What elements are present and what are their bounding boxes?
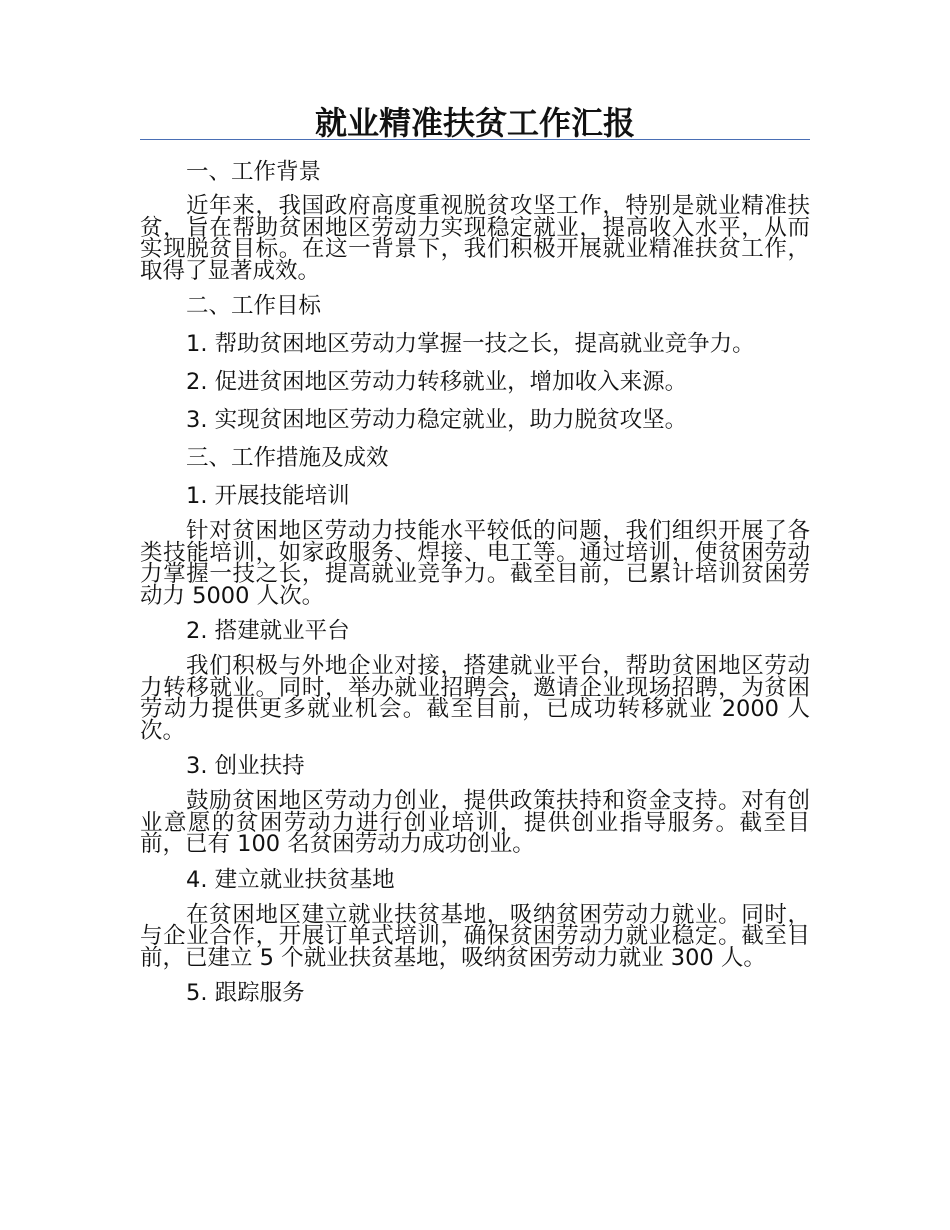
document-title: 就业精准扶贫工作汇报 <box>314 104 635 142</box>
paragraph-base: 在贫困地区建立就业扶贫基地，吸纳贫困劳动力就业。同时，与企业合作，开展订单式培训，确保贫困劳动力就业稳定。截至目前，已建立 5 个就业扶贫基地，吸纳贫困劳动力就业 300 人。 <box>140 901 810 971</box>
goal-item-3: 3. 实现贫困地区劳动力稳定就业，助力脱贫攻坚。 <box>186 407 688 433</box>
section-heading-background: 一、工作背景 <box>186 159 322 185</box>
paragraph-platform: 我们积极与外地企业对接，搭建就业平台，帮助贫困地区劳动力转移就业。同时，举办就业招聘会，邀请企业现场招聘，为贫困劳动力提供更多就业机会。截至目前，已成功转移就业 2000 人次。 <box>140 653 810 744</box>
paragraph-background: 近年来，我国政府高度重视脱贫攻坚工作，特别是就业精准扶贫，旨在帮助贫困地区劳动力实现稳定就业，提高收入水平，从而实现脱贫目标。在这一背景下，我们积极开展就业精准扶贫工作，取得了显著成效。 <box>140 193 810 284</box>
title-underline <box>140 139 810 140</box>
measure-heading-base: 4. 建立就业扶贫基地 <box>186 866 395 893</box>
goal-item-2: 2. 促进贫困地区劳动力转移就业，增加收入来源。 <box>186 369 688 395</box>
document-body <box>140 158 810 1007</box>
measure-heading-followup: 5. 跟踪服务 <box>186 980 305 1006</box>
measure-heading-platform: 2. 搭建就业平台 <box>186 618 350 644</box>
section-heading-measures: 三、工作措施及成效 <box>186 445 389 471</box>
measure-heading-entrepreneurship: 3. 创业扶持 <box>186 753 305 779</box>
section-heading-goals: 二、工作目标 <box>186 293 322 319</box>
goal-item-1: 1. 帮助贫困地区劳动力掌握一技之长，提高就业竞争力。 <box>186 331 755 357</box>
paragraph-training: 针对贫困地区劳动力技能水平较低的问题，我们组织开展了各类技能培训，如家政服务、焊接、电工等。通过培训，使贫困劳动力掌握一技之长，提高就业竞争力。截至目前，已累计培训贫困劳动力 5000 人次。 <box>140 518 810 609</box>
measure-heading-training: 1. 开展技能培训 <box>186 483 350 509</box>
paragraph-entrepreneurship: 鼓励贫困地区劳动力创业，提供政策扶持和资金支持。对有创业意愿的贫困劳动力进行创业培训，提供创业指导服务。截至目前，已有 100 名贫困劳动力成功创业。 <box>140 788 810 857</box>
